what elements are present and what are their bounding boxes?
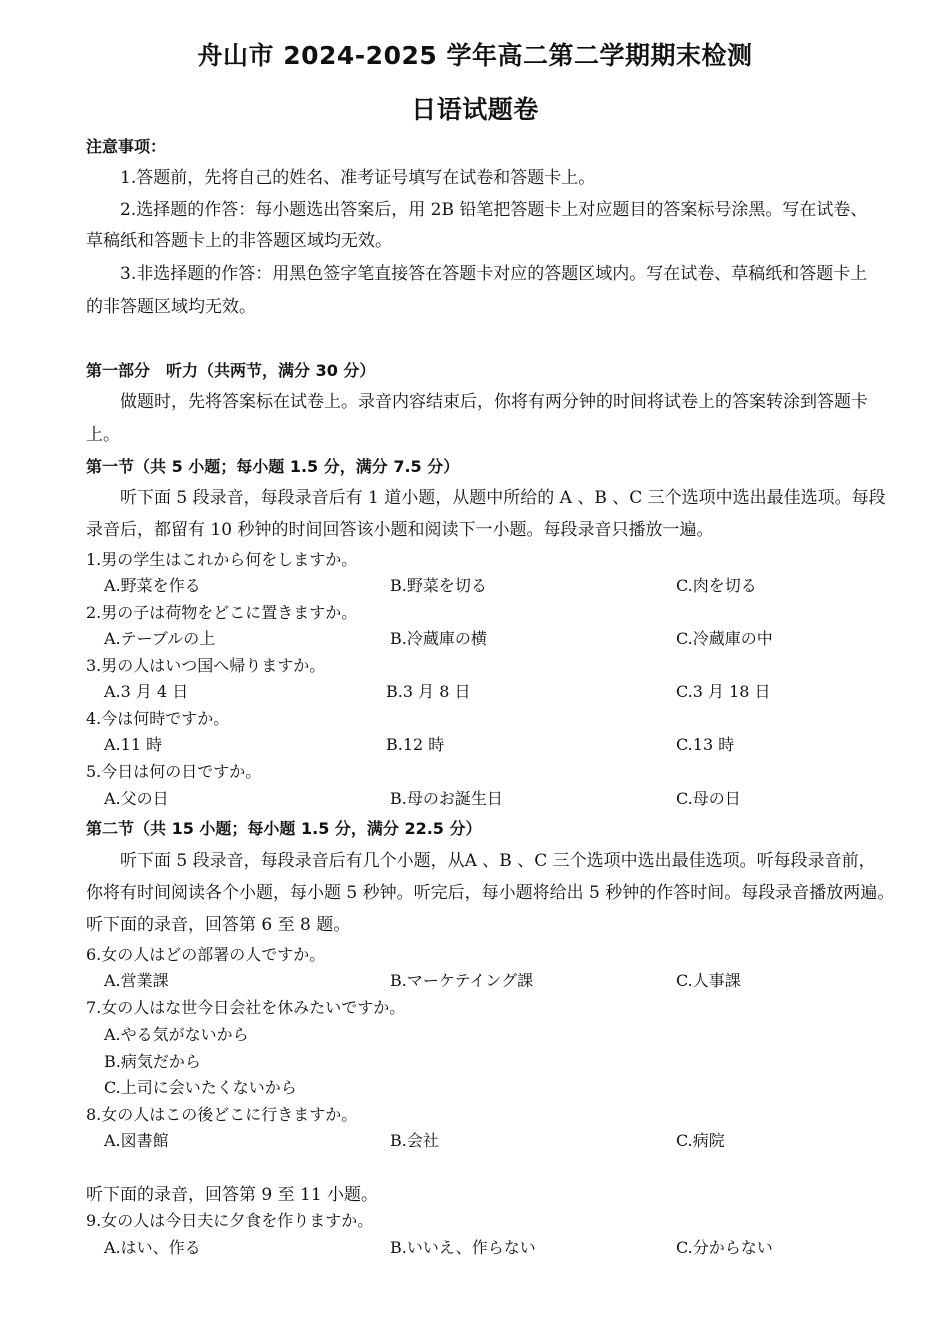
question-4: 4.今は何時ですか。 <box>86 709 230 728</box>
section2-intro-line1: 听下面 5 段录音，每段录音后有几个小题，从A 、B 、C 三个选项中选出最佳选项。听每段录音前， <box>120 851 876 871</box>
q7-option-a: A.やる気がないから <box>104 1025 249 1044</box>
q2-option-a: A.テーブルの上 <box>104 629 216 648</box>
section2-heading: 第二节（共 15 小题；每小题 1.5 分，满分 22.5 分） <box>86 819 482 838</box>
group1-instruction: 听下面的录音，回答第 6 至 8 题。 <box>86 915 351 935</box>
notice-heading: 注意事项： <box>86 137 167 156</box>
section1-intro-line2: 录音后，都留有 10 秒钟的时间回答该小题和阅读下一小题。每段录音只播放一遍。 <box>86 520 714 540</box>
question-1: 1.男の学生はこれから何をしますか。 <box>86 550 358 569</box>
q9-option-b: B.いいえ、作らない <box>390 1238 536 1257</box>
q5-option-c: C.母の日 <box>676 789 741 808</box>
q6-option-b: B.マーケテイング課 <box>390 971 534 990</box>
part1-intro-line1: 做题时，先将答案标在试卷上。录音内容结束后，你将有两分钟的时间将试卷上的答案转涂到答题卡 <box>120 392 868 412</box>
q9-option-c: C.分からない <box>676 1238 773 1257</box>
q2-option-c: C.冷蔵庫の中 <box>676 629 773 648</box>
q8-option-a: A.図書館 <box>104 1131 169 1150</box>
q4-option-c: C.13 時 <box>676 735 735 754</box>
q1-option-b: B.野菜を切る <box>390 576 487 595</box>
q3-option-a: A.3 月 4 日 <box>104 682 189 701</box>
q4-option-a: A.11 時 <box>104 735 163 754</box>
q1-option-a: A.野菜を作る <box>104 576 201 595</box>
q6-option-a: A.営業課 <box>104 971 169 990</box>
q5-option-b: B.母のお誕生日 <box>390 789 503 808</box>
q5-option-a: A.父の日 <box>104 789 169 808</box>
question-6: 6.女の人はどの部署の人ですか。 <box>86 945 326 964</box>
q6-option-c: C.人事課 <box>676 971 741 990</box>
notice-item-2-line1: 2.选择题的作答：每小题选出答案后，用 2B 铅笔把答题卡上对应题目的答案标号涂黑。写在试卷、 <box>120 200 868 220</box>
exam-subtitle: 日语试题卷 <box>411 95 539 124</box>
section2-intro-line2: 你将有时间阅读各个小题，每小题 5 秒钟。听完后，每小题将给出 5 秒钟的作答时间。每段录音播放两遍。 <box>86 883 895 903</box>
q8-option-c: C.病院 <box>676 1131 725 1150</box>
notice-item-3-line1: 3.非选择题的作答：用黑色签字笔直接答在答题卡对应的答题区域内。写在试卷、草稿纸和答题卡上 <box>120 264 868 284</box>
notice-item-1: 1.答题前，先将自己的姓名、准考证号填写在试卷和答题卡上。 <box>120 168 596 188</box>
q7-option-b: B.病気だから <box>104 1052 201 1071</box>
question-3: 3.男の人はいつ国へ帰りますか。 <box>86 656 326 675</box>
question-2: 2.男の子は荷物をどこに置きますか。 <box>86 603 358 622</box>
question-9: 9.女の人は今日夫に夕食を作りますか。 <box>86 1211 374 1230</box>
part1-heading: 第一部分 听力（共两节，满分 30 分） <box>86 361 376 380</box>
exam-title: 舟山市 2024-2025 学年高二第二学期期末检测 <box>197 41 753 70</box>
q9-option-a: A.はい、作る <box>104 1238 201 1257</box>
section1-heading: 第一节（共 5 小题；每小题 1.5 分，满分 7.5 分） <box>86 457 460 476</box>
q2-option-b: B.冷蔵庫の横 <box>390 629 487 648</box>
q7-option-c: C.上司に会いたくないから <box>104 1078 297 1097</box>
q3-option-b: B.3 月 8 日 <box>386 682 471 701</box>
section1-intro-line1: 听下面 5 段录音，每段录音后有 1 道小题，从题中所给的 A 、B 、C 三个选项中选出最佳选项。每段 <box>120 488 886 508</box>
q3-option-c: C.3 月 18 日 <box>676 682 771 701</box>
part1-intro-line2: 上。 <box>86 425 120 445</box>
q4-option-b: B.12 時 <box>386 735 445 754</box>
question-5: 5.今日は何の日ですか。 <box>86 762 262 781</box>
q8-option-b: B.会社 <box>390 1131 439 1150</box>
notice-item-2-line2: 草稿纸和答题卡上的非答题区域均无效。 <box>86 231 392 251</box>
notice-item-3-line2: 的非答题区域均无效。 <box>86 297 256 317</box>
question-8: 8.女の人はこの後どこに行きますか。 <box>86 1105 358 1124</box>
q1-option-c: C.肉を切る <box>676 576 757 595</box>
question-7: 7.女の人はな世今日会社を休みたいですか。 <box>86 998 406 1017</box>
group2-instruction: 听下面的录音，回答第 9 至 11 小题。 <box>86 1185 379 1205</box>
